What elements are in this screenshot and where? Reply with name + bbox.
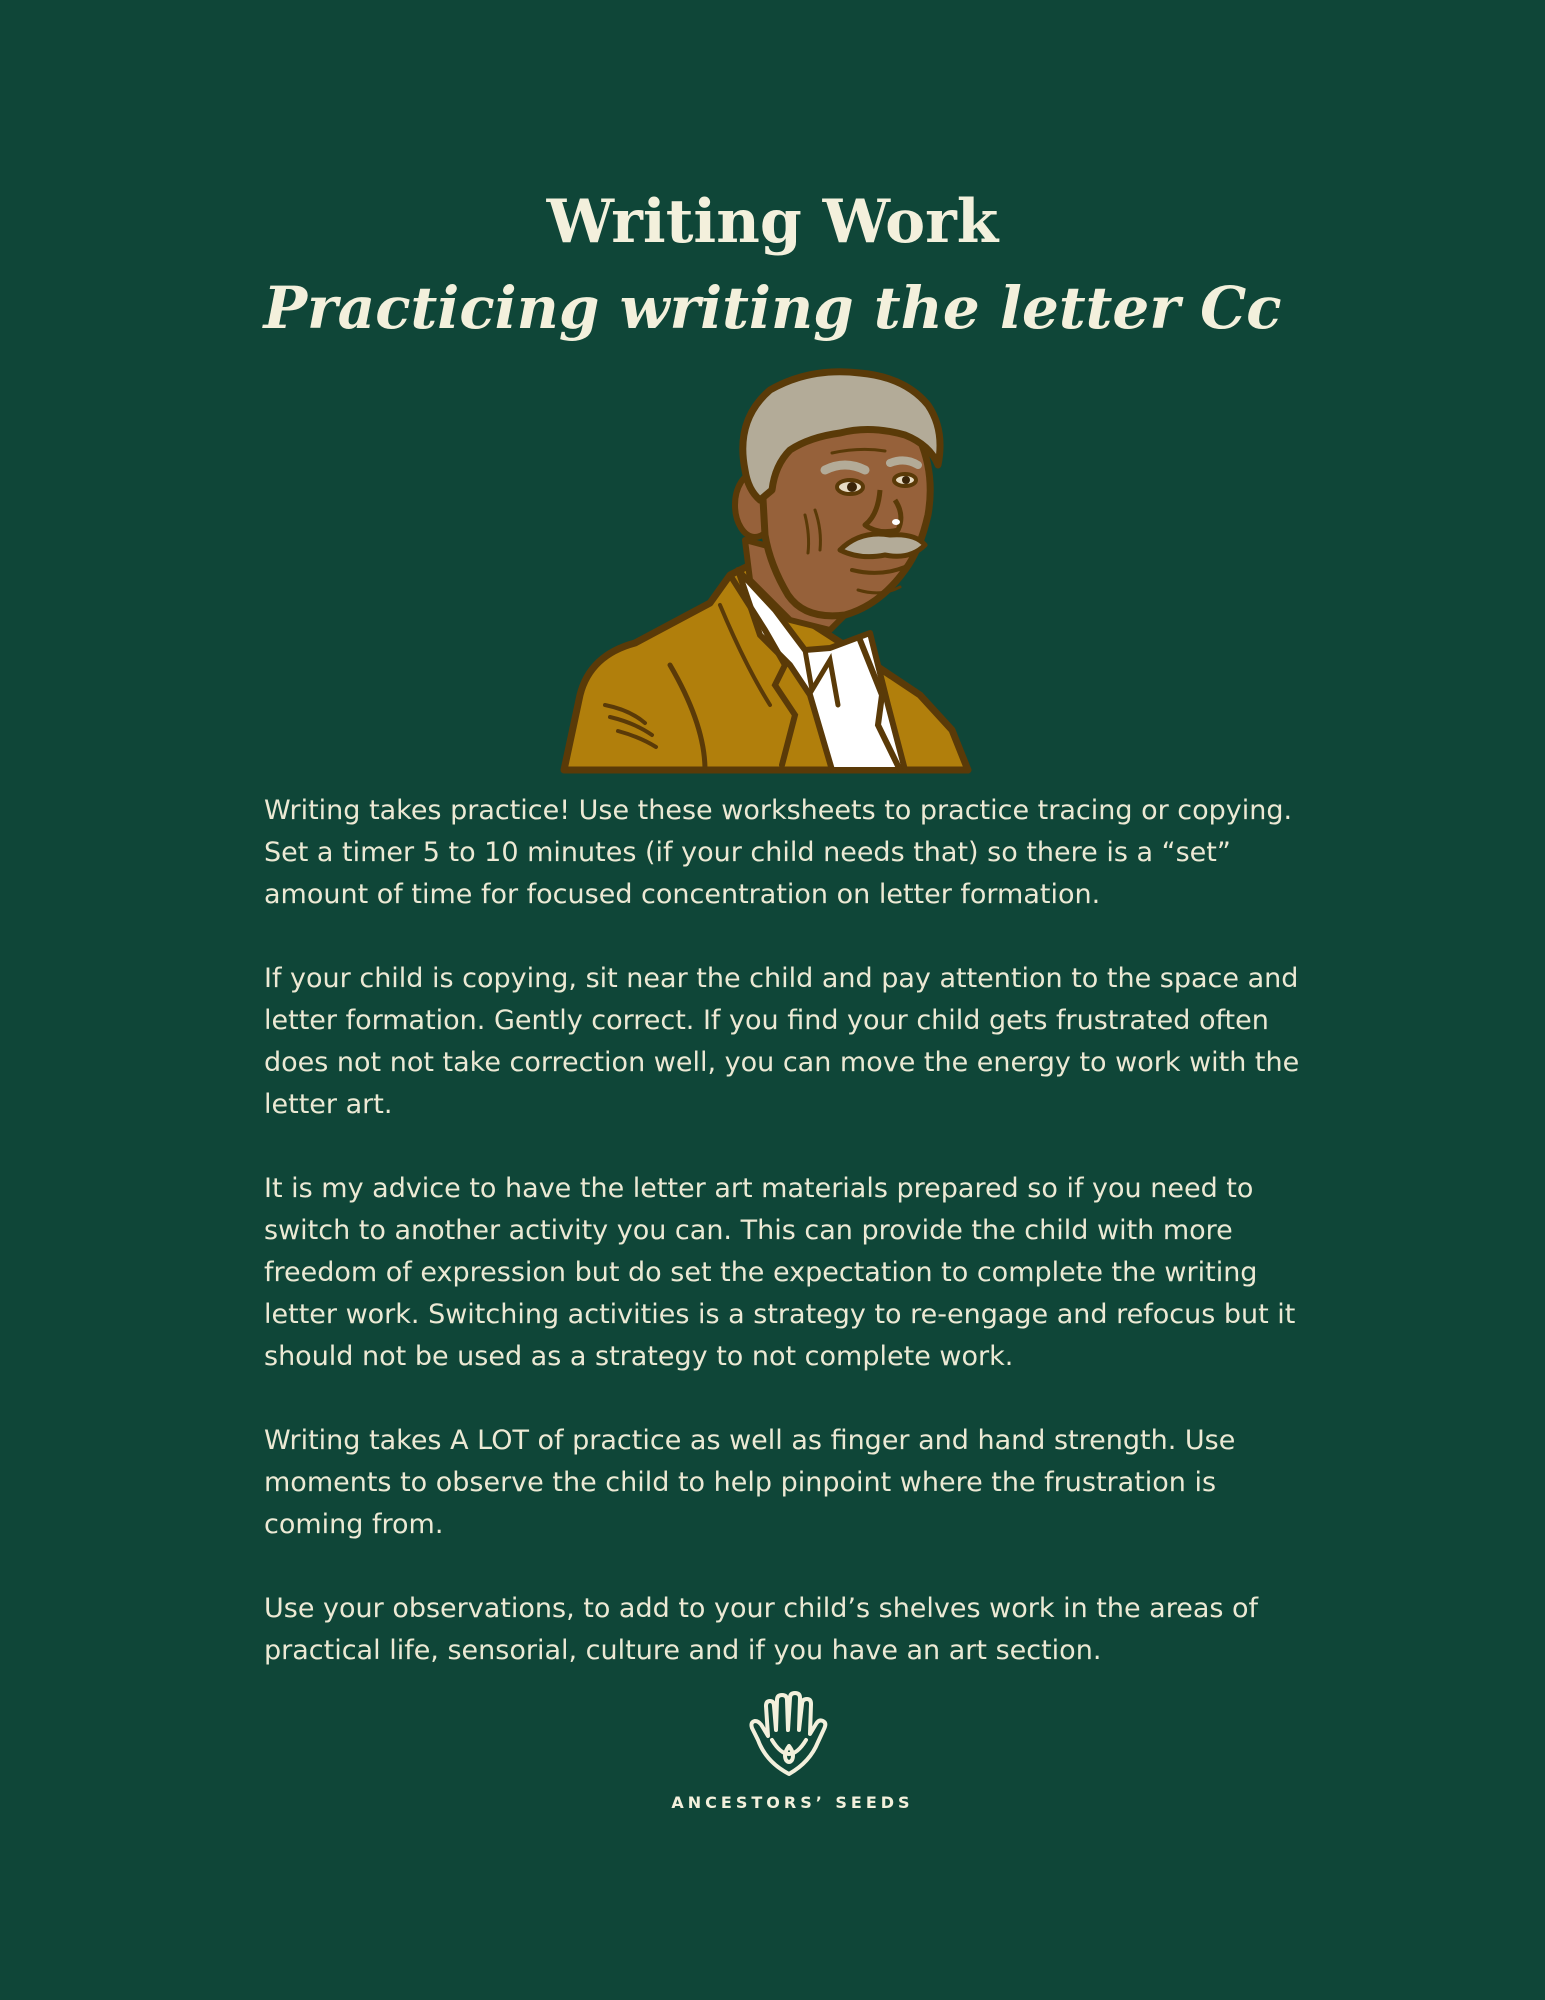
paragraph-copying: If your child is copying, sit near the child and pay attention to the space and letter formation. Gently correct. If you find your child gets frustrated often does not not take correction well, you can move the energy to work with the letter art.	[264, 963, 1300, 1120]
paragraph-letter-art: It is my advice to have the letter art materials prepared so if you need to switch to another activity you can. This can provide the child with more freedom of expression but do set the expectation to complete the writing letter work. Switching activities is a strategy to re-engage and refocus but it should not be used as a strategy to not complete work.	[264, 1173, 1296, 1372]
elder-portrait-icon	[560, 365, 985, 775]
page-subtitle: Practicing writing the letter Cc	[263, 274, 1282, 342]
paragraph-observations: Use your observations, to add to your child’s shelves work in the areas of practical life, sensorial, culture and if you have an art section.	[264, 1593, 1259, 1666]
paragraph-practice: Writing takes practice! Use these worksheets to practice tracing or copying. Set a timer 5 to 10 minutes (if your child needs that) so there is a “set” amount of time for focused concentration on letter formation.	[264, 795, 1293, 910]
brand-name: ANCESTORS’ SEEDS	[671, 1793, 914, 1812]
paragraph-strength: Writing takes A LOT of practice as well as finger and hand strength. Use moments to observe the child to help pinpoint where the frustration is coming from.	[264, 1425, 1236, 1540]
page-title: Writing Work	[546, 187, 999, 257]
instructions-body	[264, 790, 1304, 1714]
hand-seed-icon	[744, 1690, 834, 1780]
